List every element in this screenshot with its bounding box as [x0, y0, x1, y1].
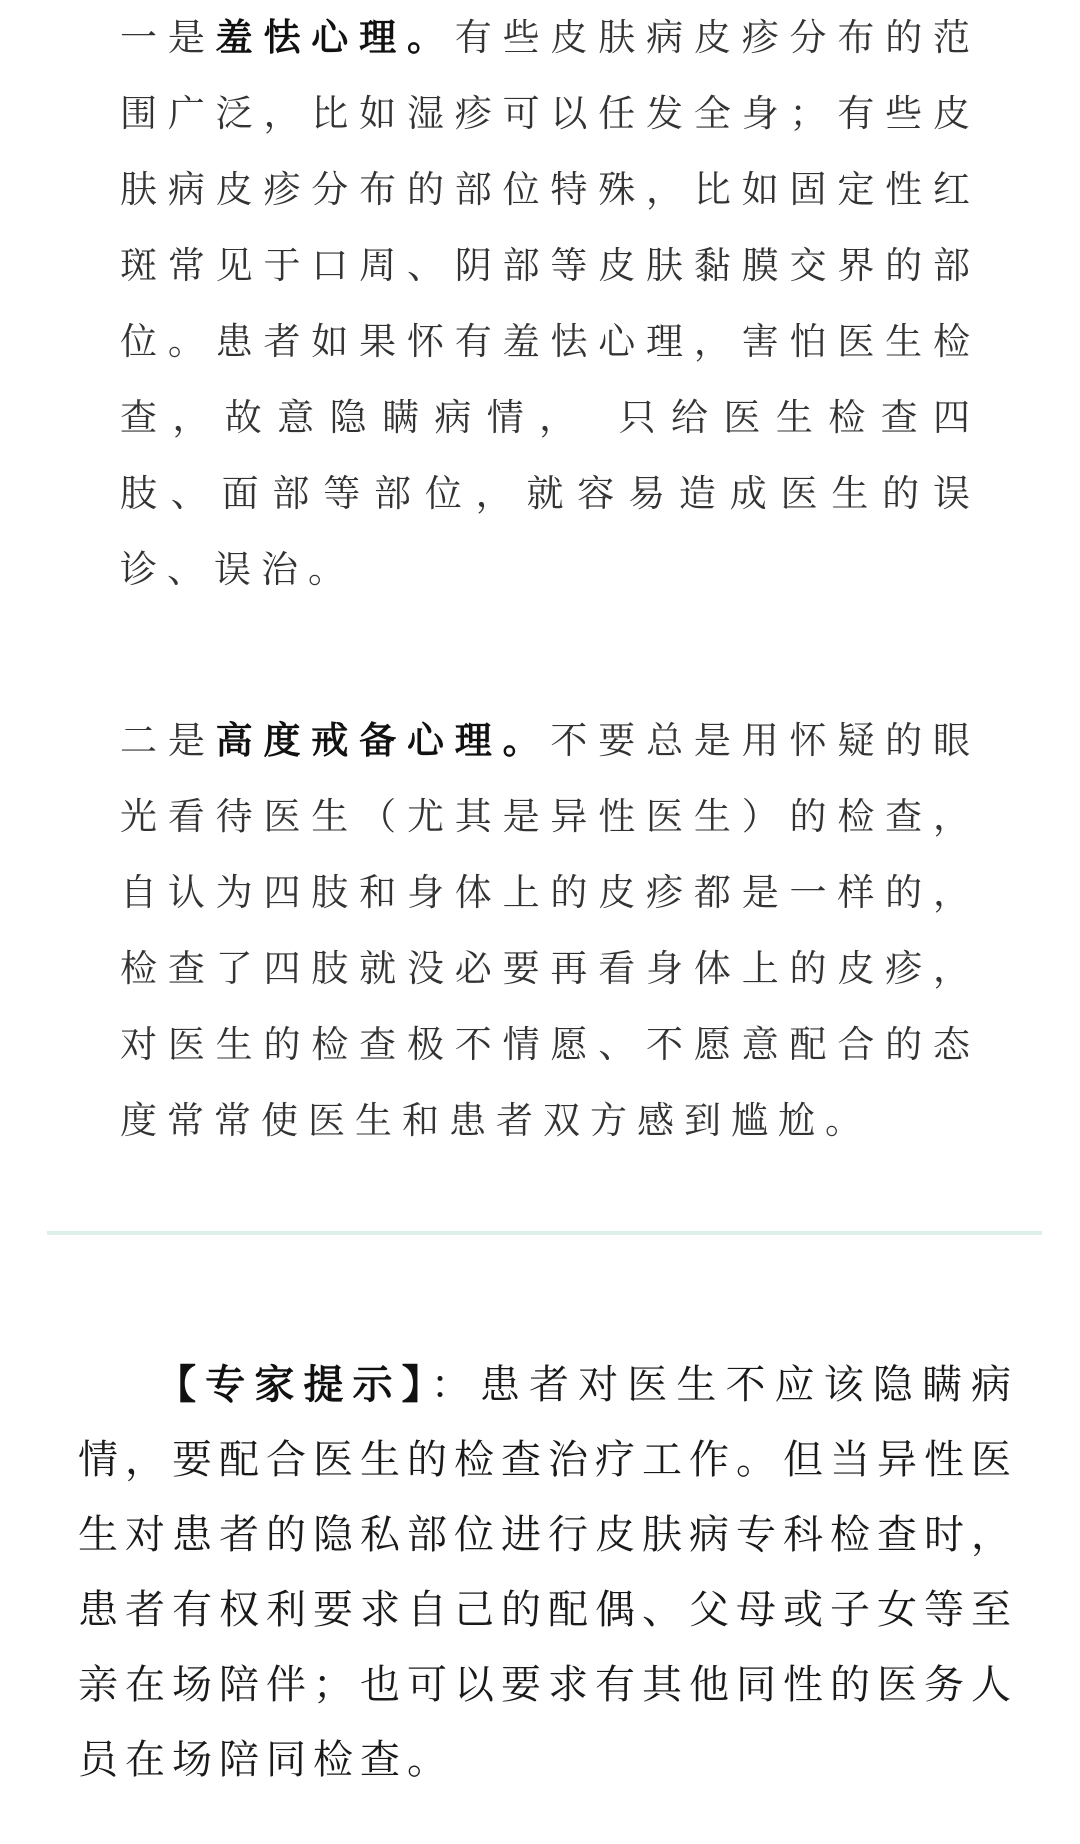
paragraph-vigilance	[120, 703, 980, 1159]
paragraph-lead: 一是	[120, 16, 216, 59]
paragraph-body: 不要总是用怀疑的眼光看待医生（尤其是异性医生）的检查，自认为四肢和身体上的皮疹都是一样的，检查了四肢就没必要再看身体上的皮疹，对医生的检查极不情愿、不愿意配合的态度常常使医生和患者双方感到尴尬。	[120, 719, 981, 1142]
paragraph-heading: 高度戒备心理。	[215, 719, 551, 762]
expert-tip	[78, 1348, 1018, 1798]
paragraph-lead: 二是	[120, 719, 216, 762]
section-divider	[47, 1231, 1042, 1235]
tip-body: ：患者对医生不应该隐瞒病情，要配合医生的检查治疗工作。但当异性医生对患者的隐私部位进行皮肤病专科检查时，患者有权利要求自己的配偶、父母或子女等至亲在场陪伴；也可以要求有其他同性的医务人员在场陪同检查。	[78, 1362, 1019, 1783]
paragraph-heading: 羞怯心理。	[215, 16, 455, 59]
paragraph-shyness	[120, 0, 980, 608]
tip-text	[78, 1348, 1018, 1798]
tip-heading: 【专家提示】	[154, 1362, 431, 1408]
paragraph-text	[120, 703, 980, 1159]
paragraph-body: 有些皮肤病皮疹分布的范围广泛，比如湿疹可以任发全身；有些皮肤病皮疹分布的部位特殊，比如固定性红斑常见于口周、阴部等皮肤黏膜交界的部位。患者如果怀有羞怯心理，害怕医生检查，故意隐瞒病情， 只给医生检查四肢、面部等部位，就容易造成医生的误诊、误治。	[120, 16, 981, 591]
paragraph-text	[120, 0, 980, 608]
